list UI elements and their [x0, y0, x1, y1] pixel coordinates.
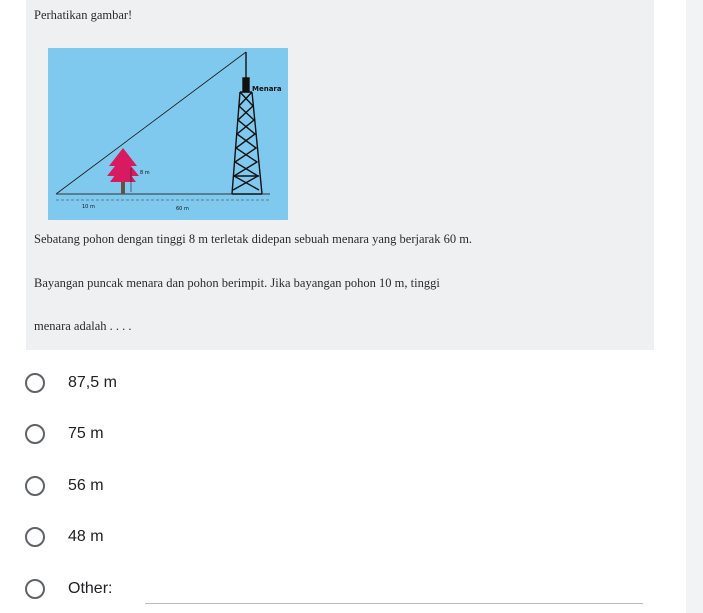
option-label: 48 m [68, 528, 104, 545]
shadow-line [56, 52, 246, 194]
question-card [26, 0, 654, 350]
question-figure [48, 48, 288, 220]
other-text-input[interactable] [145, 603, 643, 604]
option-label: 87,5 m [68, 374, 117, 391]
tower-icon [232, 52, 262, 194]
question-line-2: Bayangan puncak menara dan pohon berimpit. Jika bayangan pohon 10 m, tinggi [34, 276, 440, 290]
question-line-1: Sebatang pohon dengan tinggi 8 m terletak didepan sebuah menara yang berjarak 60 m. [34, 232, 473, 246]
right-gutter [686, 0, 703, 613]
radio-icon[interactable] [25, 424, 45, 444]
radio-icon[interactable] [25, 579, 45, 599]
option-label: Other: [68, 580, 113, 597]
option-other[interactable] [25, 576, 645, 602]
tree-icon [107, 148, 139, 194]
option-4[interactable] [25, 524, 645, 550]
option-label: 56 m [68, 477, 104, 494]
radio-icon[interactable] [25, 373, 45, 393]
option-2[interactable] [25, 421, 645, 447]
question-line-3: menara adalah . . . . [34, 319, 132, 333]
label-distance: 60 m [176, 206, 189, 212]
question-intro: Perhatikan gambar! [34, 8, 133, 22]
radio-icon[interactable] [25, 527, 45, 547]
option-1[interactable] [25, 370, 645, 396]
label-shadow: 10 m [82, 204, 95, 210]
radio-icon[interactable] [25, 476, 45, 496]
tower-tree-diagram [48, 48, 288, 220]
option-3[interactable] [25, 473, 645, 499]
label-menara: Menara [252, 85, 282, 93]
label-tree-height: 8 m [140, 170, 150, 176]
option-label: 75 m [68, 425, 104, 442]
